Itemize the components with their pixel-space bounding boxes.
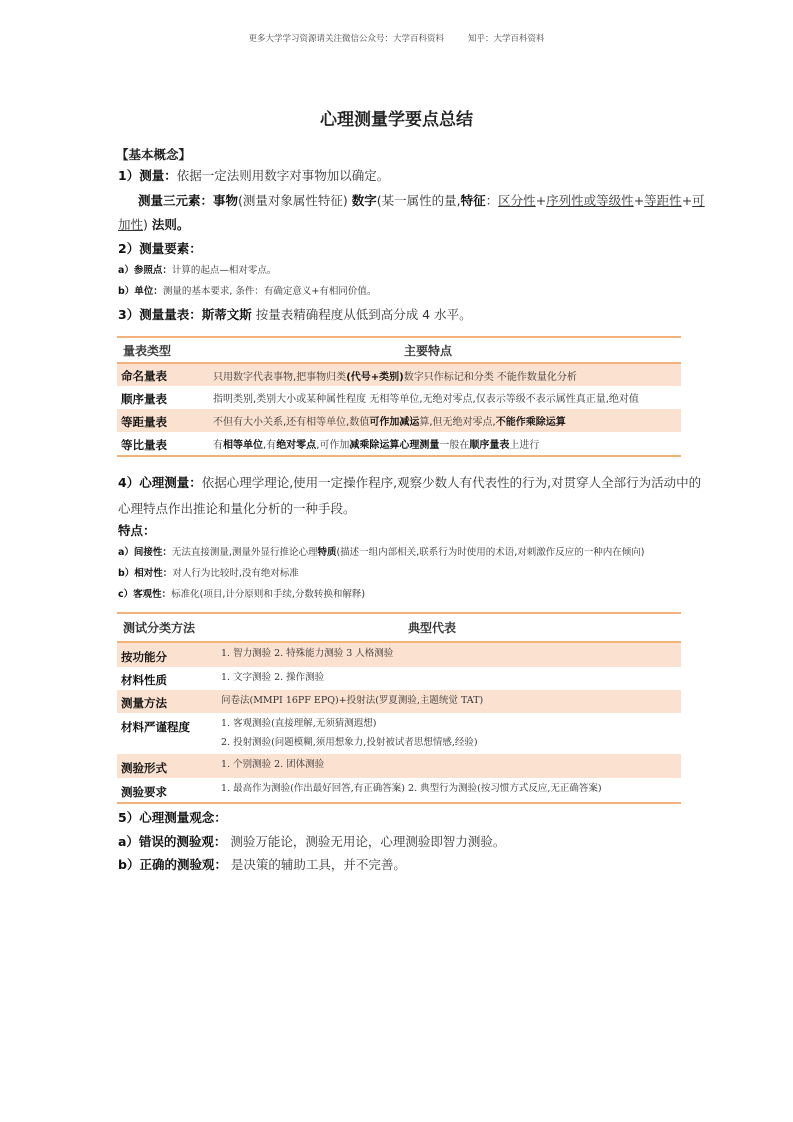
text-segment: 数字只作标记和分类 不能作数量化分析 (403, 371, 577, 383)
typical-tests (217, 778, 681, 802)
text-segment: 标准化(项目,计分原则和手续,分数转换和解释) (171, 589, 366, 600)
text-segment: 指明类别,类别大小或某种属性程度 无相等单位,无绝对零点,仅表示等级不表示属性真正量,绝对值 (213, 394, 639, 405)
table-row (117, 432, 681, 455)
typical-tests (217, 667, 681, 690)
text-segment: 一般在 (439, 440, 470, 451)
test-classification-table (117, 612, 681, 804)
text-segment: 2）测量要素： (118, 241, 202, 256)
scale-description (209, 364, 681, 386)
text-segment: (代号+类别) (346, 371, 404, 383)
scale-description (209, 386, 681, 409)
table-row (117, 409, 681, 432)
classification-method: 按功能分 (121, 650, 167, 664)
typical-tests (217, 690, 681, 713)
scale-table (117, 336, 681, 457)
text-segment: 相等单位 (223, 440, 263, 451)
three-elements-cont (118, 215, 189, 233)
scale-type: 命名量表 (121, 369, 167, 383)
text-segment: ,有 (263, 440, 277, 451)
text-segment: 可 (692, 193, 705, 208)
text-segment: 减乘除运算 (349, 440, 400, 451)
text-segment: 区分性 (498, 193, 536, 208)
column-header: 主要特点 (403, 343, 452, 358)
text-segment: 无法直接测量,测量外显行推论心理 (171, 547, 318, 558)
text-segment: ： (485, 193, 499, 208)
table-row (117, 713, 681, 754)
text-segment: 对人行为比较时,没有绝对标准 (172, 568, 299, 579)
text-segment: + (535, 193, 547, 208)
table-row (117, 386, 681, 409)
three-elements (138, 191, 705, 209)
feature-relative (118, 565, 299, 579)
text-segment: ) (143, 217, 152, 232)
test-line: 2. 投射测验(问题模糊,须用想象力,投射被试者思想情感,经验) (221, 736, 478, 748)
unit (118, 283, 376, 297)
definition-measurement (118, 166, 389, 184)
table-row (117, 667, 681, 690)
text-segment: 不但有大小关系,还有相等单位,数值 (213, 417, 370, 428)
test-line: 1. 文字测验 2. 操作测验 (221, 672, 325, 683)
test-line: 1. 智力测验 2. 特殊能力测验 3 人格测验 (221, 648, 394, 659)
text-segment: 按量表精确程度从低到高分成 4 水平。 (251, 307, 472, 322)
text-segment: 加性 (118, 217, 144, 232)
text-segment: 计算的起点—相对零点。 (171, 265, 277, 276)
table-row (117, 364, 681, 386)
page-header (0, 32, 793, 44)
section-heading: 【基本概念】 (116, 147, 192, 162)
text-segment: 有 (213, 440, 223, 451)
measurement-elements-heading (118, 239, 202, 257)
text-segment: 5）心理测量观念： (118, 810, 227, 825)
text-segment: 等距性 (644, 193, 682, 208)
text-segment: 心理测量 (399, 440, 440, 451)
text-segment: 数字 (351, 193, 377, 208)
scale-description (209, 409, 681, 432)
classification-method: 测量方法 (121, 696, 167, 710)
features-heading (118, 521, 156, 539)
text-segment: a）间接性： (118, 547, 172, 558)
classification-method: 测验形式 (121, 761, 167, 775)
text-segment: b）正确的测验观： (118, 857, 227, 872)
text-segment: b）单位： (118, 286, 163, 297)
scale-description (209, 432, 681, 455)
text-segment: (某一属性的量, (376, 193, 461, 208)
psych-measurement-def-cont (118, 499, 356, 517)
text-segment: a）参照点： (118, 265, 172, 276)
text-segment: 斯蒂文斯 (201, 307, 252, 322)
feature-indirect (118, 544, 644, 558)
typical-tests (217, 754, 681, 778)
header-left: 更多大学学习资源请关注微信公众号：大学百科资料 (248, 34, 444, 44)
text-segment: c）客观性： (118, 589, 172, 600)
text-segment: + (633, 193, 645, 208)
text-segment: ,可作加 (316, 440, 350, 451)
scale-type: 顺序量表 (121, 392, 167, 406)
text-segment: 是决策的辅助工具，并不完善。 (226, 857, 406, 872)
classification-method: 材料严谨程度 (121, 720, 190, 734)
classification-method: 材料性质 (121, 673, 167, 687)
header-right: 知乎：大学百科资料 (468, 34, 545, 44)
test-line: 1. 最高作为测验(作出最好回答,有正确答案) 2. 典型行为测验(按习惯方式反应,无正确答案) (221, 783, 602, 794)
text-segment: 依据心理学理论,使用一定操作程序,观察少数人有代表性的行为,对贯穿人全部行为活动中的 (201, 475, 702, 490)
text-segment: 顺序量表 (469, 440, 510, 451)
text-segment: 上进行 (509, 440, 540, 451)
table-row (117, 690, 681, 713)
text-segment: b）相对性： (118, 568, 173, 579)
text-segment: 法则。 (151, 217, 190, 232)
text-segment: 测量三元素： (138, 193, 214, 208)
text-segment: 不能作乘除运算 (495, 417, 566, 428)
concepts-heading (118, 808, 227, 826)
measurement-scale (118, 305, 472, 323)
test-line: 1. 客观测验(直接理解,无须猜测遐想) (221, 718, 377, 729)
reference-point (118, 262, 276, 276)
text-segment: + (681, 193, 693, 208)
feature-objective (118, 586, 365, 600)
text-segment: 序列性或等级性 (546, 193, 634, 208)
text-segment: 特点： (118, 523, 156, 538)
table-row (117, 778, 681, 802)
right-view (118, 855, 406, 873)
text-segment: 绝对零点 (276, 440, 317, 451)
text-segment: 特质 (317, 547, 337, 558)
classification-method: 测验要求 (121, 785, 167, 799)
table-row (117, 643, 681, 667)
test-line: 1. 个别测验 2. 团体测验 (221, 759, 325, 770)
text-segment: 事物 (213, 193, 239, 208)
table-row (117, 754, 681, 778)
text-segment: 测验万能论，测验无用论，心理测验即智力测验。 (226, 834, 506, 849)
psych-measurement-def (118, 473, 701, 491)
text-segment: (描述一组内部相关,联系行为时使用的术语,对刺激作反应的一种内在倾向) (336, 547, 645, 558)
text-segment: 1）测量： (118, 168, 177, 183)
text-segment: 心理特点作出推论和量化分析的一种手段。 (118, 501, 356, 516)
text-segment: a）错误的测验观： (118, 834, 227, 849)
typical-tests (217, 713, 681, 754)
test-line: 问卷法(MMPI 16PF EPQ)+投射法(罗夏测验,主题统觉 TAT) (221, 695, 484, 706)
text-segment: 3）测量量表： (118, 307, 202, 322)
text-segment: 4）心理测量： (118, 475, 202, 490)
text-segment: 特征 (460, 193, 486, 208)
text-segment: 测量的基本要求, 条件：有确定意义+有相同价值。 (162, 286, 377, 297)
text-segment: 依据一定法则用数字对事物加以确定。 (176, 168, 390, 183)
text-segment: 可作加减运 (369, 417, 420, 428)
wrong-view (118, 832, 505, 850)
text-segment: (测量对象属性特征) (238, 193, 352, 208)
text-segment: 算,但无绝对零点, (419, 417, 496, 428)
scale-type: 等比量表 (121, 438, 167, 452)
column-header: 测试分类方法 (123, 621, 196, 635)
page-title: 心理测量学要点总结 (320, 110, 473, 130)
typical-tests (217, 643, 681, 667)
text-segment: 只用数字代表事物,把事物归类 (213, 371, 347, 383)
scale-type: 等距量表 (121, 415, 167, 429)
column-header: 典型代表 (407, 621, 456, 635)
column-header: 量表类型 (123, 343, 172, 358)
